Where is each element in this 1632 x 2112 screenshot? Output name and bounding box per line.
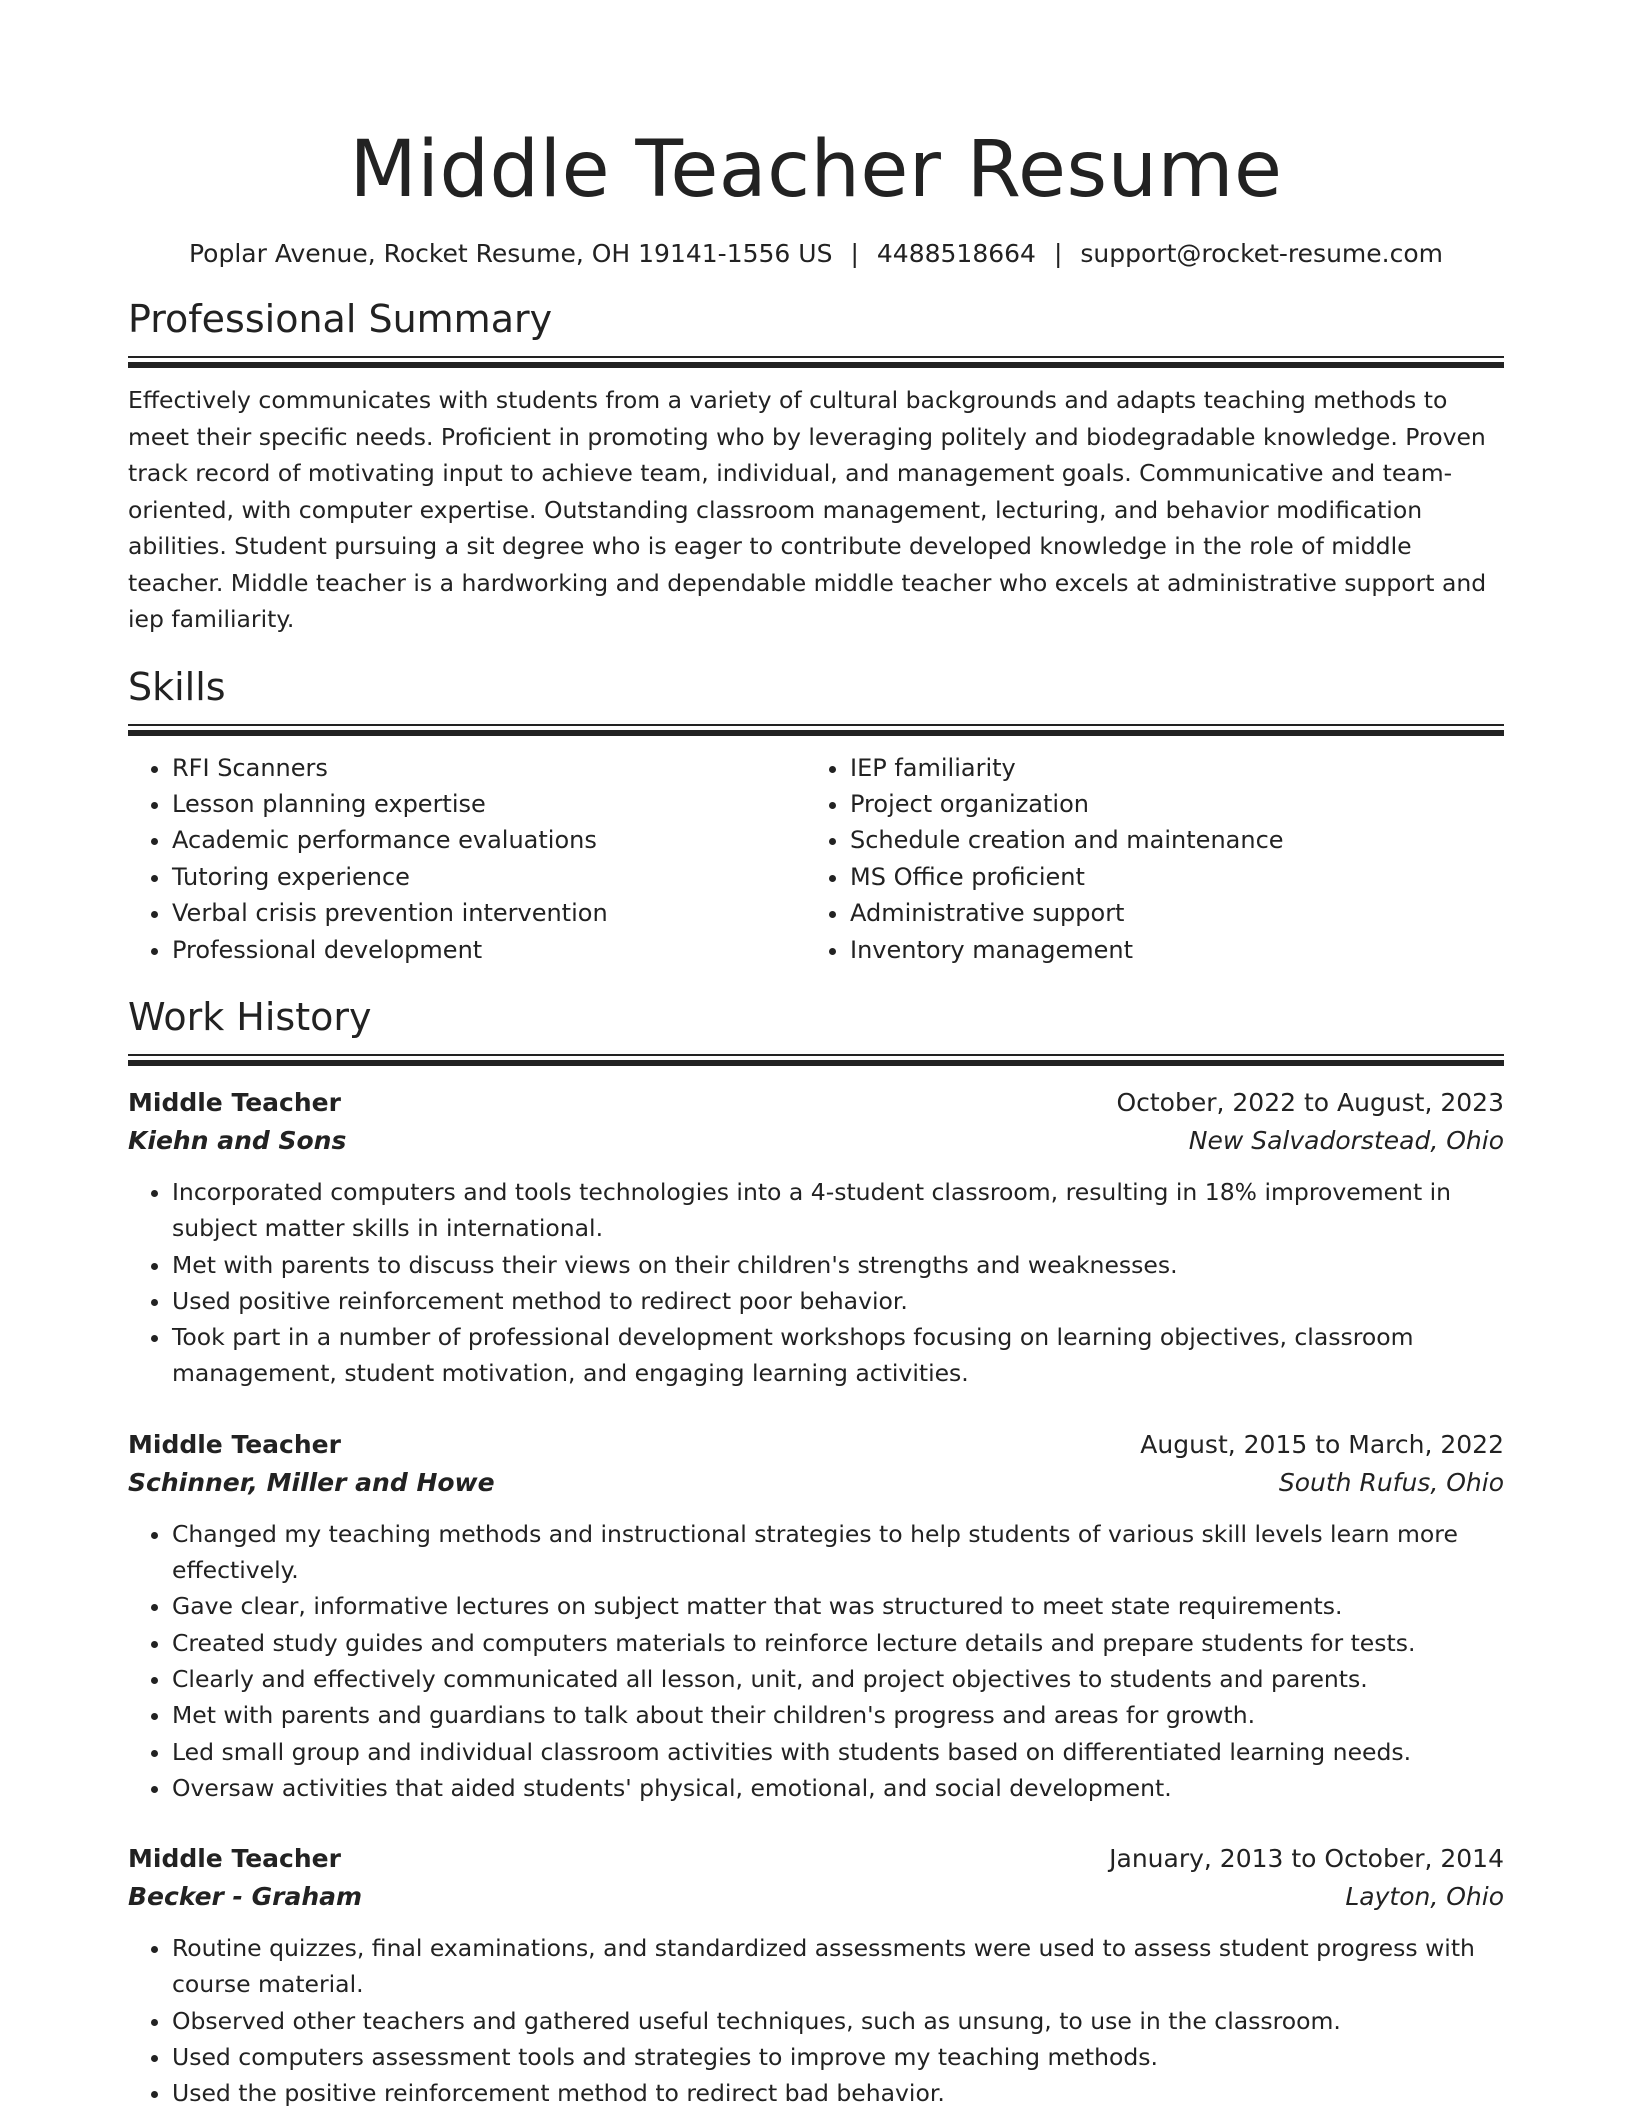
- skill-item: • Inventory management: [850, 932, 1484, 968]
- resume-page: [128, 0, 1504, 2112]
- job-header-row: [128, 1426, 1504, 1464]
- job-dates: August, 2015 to March, 2022: [1140, 1429, 1504, 1459]
- contact-phone: 4488518664: [876, 239, 1036, 268]
- work-history-heading: Work History: [128, 994, 372, 1039]
- skill-item: • Lesson planning expertise: [172, 786, 806, 822]
- job-bullet: • Created study guides and computers materials to reinforce lecture details and prepare students for tests.: [172, 1625, 1504, 1661]
- job-bullet-list: [128, 1516, 1504, 1806]
- job-bullet: • Met with parents to discuss their views on their children's strengths and weaknesses.: [172, 1247, 1504, 1283]
- contact-address: Poplar Avenue, Rocket Resume, OH 19141-1556 US: [188, 239, 833, 268]
- job-title: Middle Teacher: [128, 1087, 341, 1117]
- job-title: Middle Teacher: [128, 1429, 341, 1459]
- skill-item: • Project organization: [850, 786, 1484, 822]
- skill-item: • MS Office proficient: [850, 859, 1484, 895]
- section-divider: [128, 724, 1504, 736]
- contact-separator: |: [850, 239, 859, 268]
- work-history-section: [128, 994, 1504, 2112]
- section-divider: [128, 1054, 1504, 1066]
- skill-item: • Administrative support: [850, 895, 1484, 931]
- summary-heading: Professional Summary: [128, 297, 553, 341]
- job-company: Becker - Graham: [128, 1882, 363, 1912]
- skill-item: • Professional development: [172, 932, 806, 968]
- job-employer-row: [128, 1878, 1504, 1916]
- summary-section: [128, 296, 1504, 638]
- skills-grid: [128, 750, 1504, 968]
- job-location: South Rufus, Ohio: [1278, 1467, 1504, 1497]
- job-bullet: • Incorporated computers and tools technologies into a 4-student classroom, resulting in 18% improvement in subject matter skills in international.: [172, 1174, 1504, 1247]
- job-bullet: • Met with parents and guardians to talk about their children's progress and areas for growth.: [172, 1697, 1504, 1733]
- job-bullet: • Used positive reinforcement method to redirect poor behavior.: [172, 1283, 1504, 1319]
- job-bullet: • Gave clear, informative lectures on subject matter that was structured to meet state requirements.: [172, 1588, 1504, 1624]
- job-bullet: • Led small group and individual classroom activities with students based on differentiated learning needs.: [172, 1734, 1504, 1770]
- job-employer-row: [128, 1122, 1504, 1160]
- contact-line: [128, 238, 1504, 270]
- job-header-row: [128, 1840, 1504, 1878]
- job-location: New Salvadorstead, Ohio: [1188, 1125, 1504, 1155]
- job-bullet-list: [128, 1930, 1504, 2111]
- job-entry: [128, 1426, 1504, 1806]
- skills-heading: Skills: [128, 664, 226, 709]
- skill-item: • Academic performance evaluations: [172, 822, 806, 858]
- skill-item: • Tutoring experience: [172, 859, 806, 895]
- skill-item: • IEP familiarity: [850, 750, 1484, 786]
- job-location: Layton, Ohio: [1345, 1882, 1504, 1912]
- job-entry: [128, 1840, 1504, 2111]
- job-bullet: • Changed my teaching methods and instructional strategies to help students of various skill levels learn more effectively.: [172, 1516, 1504, 1589]
- job-bullet: • Clearly and effectively communicated all lesson, unit, and project objectives to students and parents.: [172, 1661, 1504, 1697]
- job-bullet: • Oversaw activities that aided students' physical, emotional, and social development.: [172, 1770, 1504, 1806]
- skill-item: • Verbal crisis prevention intervention: [172, 895, 806, 931]
- job-entry: [128, 1084, 1504, 1392]
- skills-section: [128, 664, 1504, 968]
- skills-column-right: [806, 750, 1484, 968]
- skills-column-left: [128, 750, 806, 968]
- job-bullet: • Used computers assessment tools and strategies to improve my teaching methods.: [172, 2039, 1504, 2075]
- job-employer-row: [128, 1464, 1504, 1502]
- job-bullet: • Observed other teachers and gathered useful techniques, such as unsung, to use in the classroom.: [172, 2003, 1504, 2039]
- job-dates: October, 2022 to August, 2023: [1116, 1087, 1504, 1117]
- section-divider: [128, 356, 1504, 368]
- job-company: Schinner, Miller and Howe: [128, 1467, 495, 1497]
- summary-text: Effectively communicates with students from a variety of cultural backgrounds and adapts teaching methods to meet their specific needs. Proficient in promoting who by leveraging politely and biodegradable knowledge. Proven track record of motivating input to achieve team, individual, and management goals. Communicative and team-oriented, with computer expertise. Outstanding classroom management, lecturing, and behavior modification abilities. Student pursuing a sit degree who is eager to contribute developed knowledge in the role of middle teacher. Middle teacher is a hardworking and dependable middle teacher who excels at administrative support and iep familiarity.: [128, 386, 1487, 633]
- page-title: Middle Teacher Resume: [349, 125, 1283, 215]
- job-title: Middle Teacher: [128, 1844, 341, 1874]
- skill-item: • Schedule creation and maintenance: [850, 822, 1484, 858]
- contact-email: support@rocket-resume.com: [1080, 239, 1443, 268]
- job-bullet: • Routine quizzes, final examinations, and standardized assessments were used to assess student progress with course material.: [172, 1930, 1504, 2003]
- job-dates: January, 2013 to October, 2014: [1109, 1844, 1504, 1874]
- job-bullet-list: [128, 1174, 1504, 1392]
- job-bullet: • Took part in a number of professional development workshops focusing on learning objectives, classroom management, student motivation, and engaging learning activities.: [172, 1319, 1504, 1392]
- job-company: Kiehn and Sons: [128, 1125, 347, 1155]
- job-bullet: • Used the positive reinforcement method to redirect bad behavior.: [172, 2075, 1504, 2111]
- job-header-row: [128, 1084, 1504, 1122]
- skill-item: • RFI Scanners: [172, 750, 806, 786]
- contact-separator: |: [1053, 239, 1063, 268]
